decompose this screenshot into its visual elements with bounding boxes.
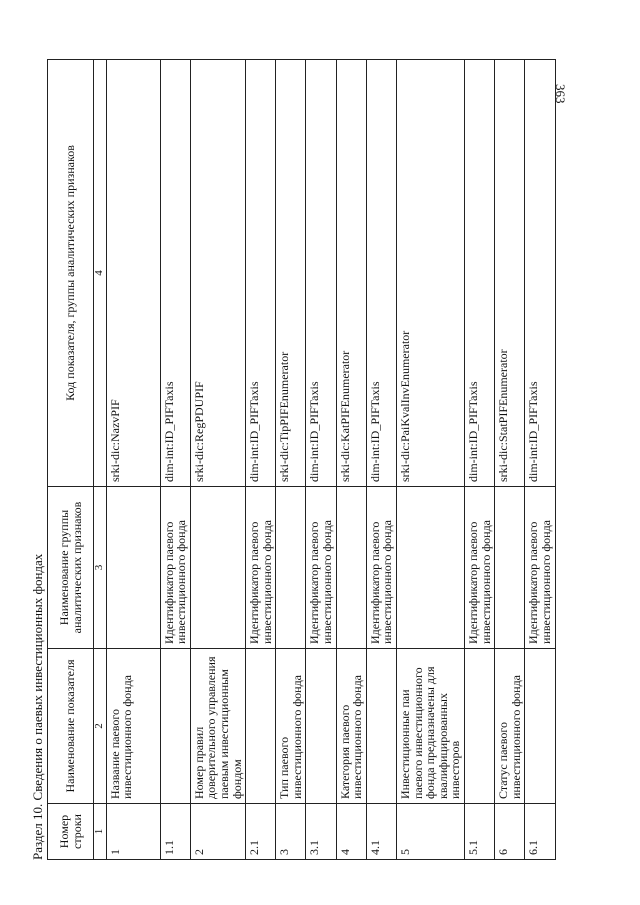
row-number: 5.1 [465,804,495,860]
indicator-name [306,649,336,804]
row-number: 5 [397,804,465,860]
code: dim-int:ID_PIFTaxis [306,60,336,487]
row-number: 3.1 [306,804,336,860]
group-name: Идентификатор паевого инвестиционного фонда [525,487,555,649]
section-title: Раздел 10. Сведения о паевых инвестиционных фондах [30,553,45,860]
code: dim-int:ID_PIFTaxis [366,60,396,487]
group-name [397,487,465,649]
code: srki-dic:PaiKvalInvEnumerator [397,60,465,487]
group-name: Идентификатор паевого инвестиционного фонда [465,487,495,649]
indicator-name: Категория паевого инвестиционного фонда [336,649,366,804]
indicator-name [525,649,555,804]
table-row [276,60,306,860]
table-row [190,60,245,860]
group-name [336,487,366,649]
indicator-name: Инвестиционные паи паевого инвестиционного фонда предназначены для квалифицированных инвесторов [397,649,465,804]
group-name: Идентификатор паевого инвестиционного фонда [246,487,276,649]
group-name [106,487,160,649]
table-row [465,60,495,860]
table-row [525,60,555,860]
indicator-name: Номер правил доверительного управления паевым инвестиционным фондом [190,649,245,804]
code: srki-dic:StatPIFEnumerator [495,60,525,487]
code: dim-int:ID_PIFTaxis [160,60,190,487]
group-name [190,487,245,649]
pif-table [47,59,556,860]
table-row [336,60,366,860]
column-number: 4 [94,60,107,487]
code: dim-int:ID_PIFTaxis [465,60,495,487]
group-name: Идентификатор паевого инвестиционного фонда [366,487,396,649]
row-number: 1.1 [160,804,190,860]
header-code: Код показателя, группы аналитических признаков [48,60,94,487]
header-row-number: Номер строки [48,804,94,860]
row-number: 3 [276,804,306,860]
indicator-name [246,649,276,804]
header-indicator-name: Наименование показателя [48,649,94,804]
code: dim-int:ID_PIFTaxis [525,60,555,487]
header-group-name: Наименование группы аналитических признаков [48,487,94,649]
page-number: 363 [553,84,568,104]
table-row [306,60,336,860]
row-number: 4.1 [366,804,396,860]
code: srki-dic:TipPIFEnumerator [276,60,306,487]
row-number: 2 [190,804,245,860]
indicator-name: Статус паевого инвестиционного фонда [495,649,525,804]
row-number: 2.1 [246,804,276,860]
code: srki-dic:NazvPIF [106,60,160,487]
row-number: 6.1 [525,804,555,860]
row-number: 6 [495,804,525,860]
code: dim-int:ID_PIFTaxis [246,60,276,487]
indicator-name: Название паевого инвестиционного фонда [106,649,160,804]
table-row [106,60,160,860]
table-row [366,60,396,860]
group-name: Идентификатор паевого инвестиционного фонда [306,487,336,649]
table-row [246,60,276,860]
row-number: 4 [336,804,366,860]
column-number: 3 [94,487,107,649]
group-name [276,487,306,649]
row-number: 1 [106,804,160,860]
code: srki-dic:RegPDUPIF [190,60,245,487]
indicator-name [160,649,190,804]
column-number: 1 [94,804,107,860]
table-row [495,60,525,860]
table-row [397,60,465,860]
header-row [48,60,94,860]
group-name: Идентификатор паевого инвестиционного фонда [160,487,190,649]
column-number: 2 [94,649,107,804]
code: srki-dic:KatPIFEnumerator [336,60,366,487]
rotated-sheet [30,60,590,860]
indicator-name: Тип паевого инвестиционного фонда [276,649,306,804]
indicator-name [465,649,495,804]
indicator-name [366,649,396,804]
group-name [495,487,525,649]
table-row [160,60,190,860]
column-numbers-row [94,60,107,860]
